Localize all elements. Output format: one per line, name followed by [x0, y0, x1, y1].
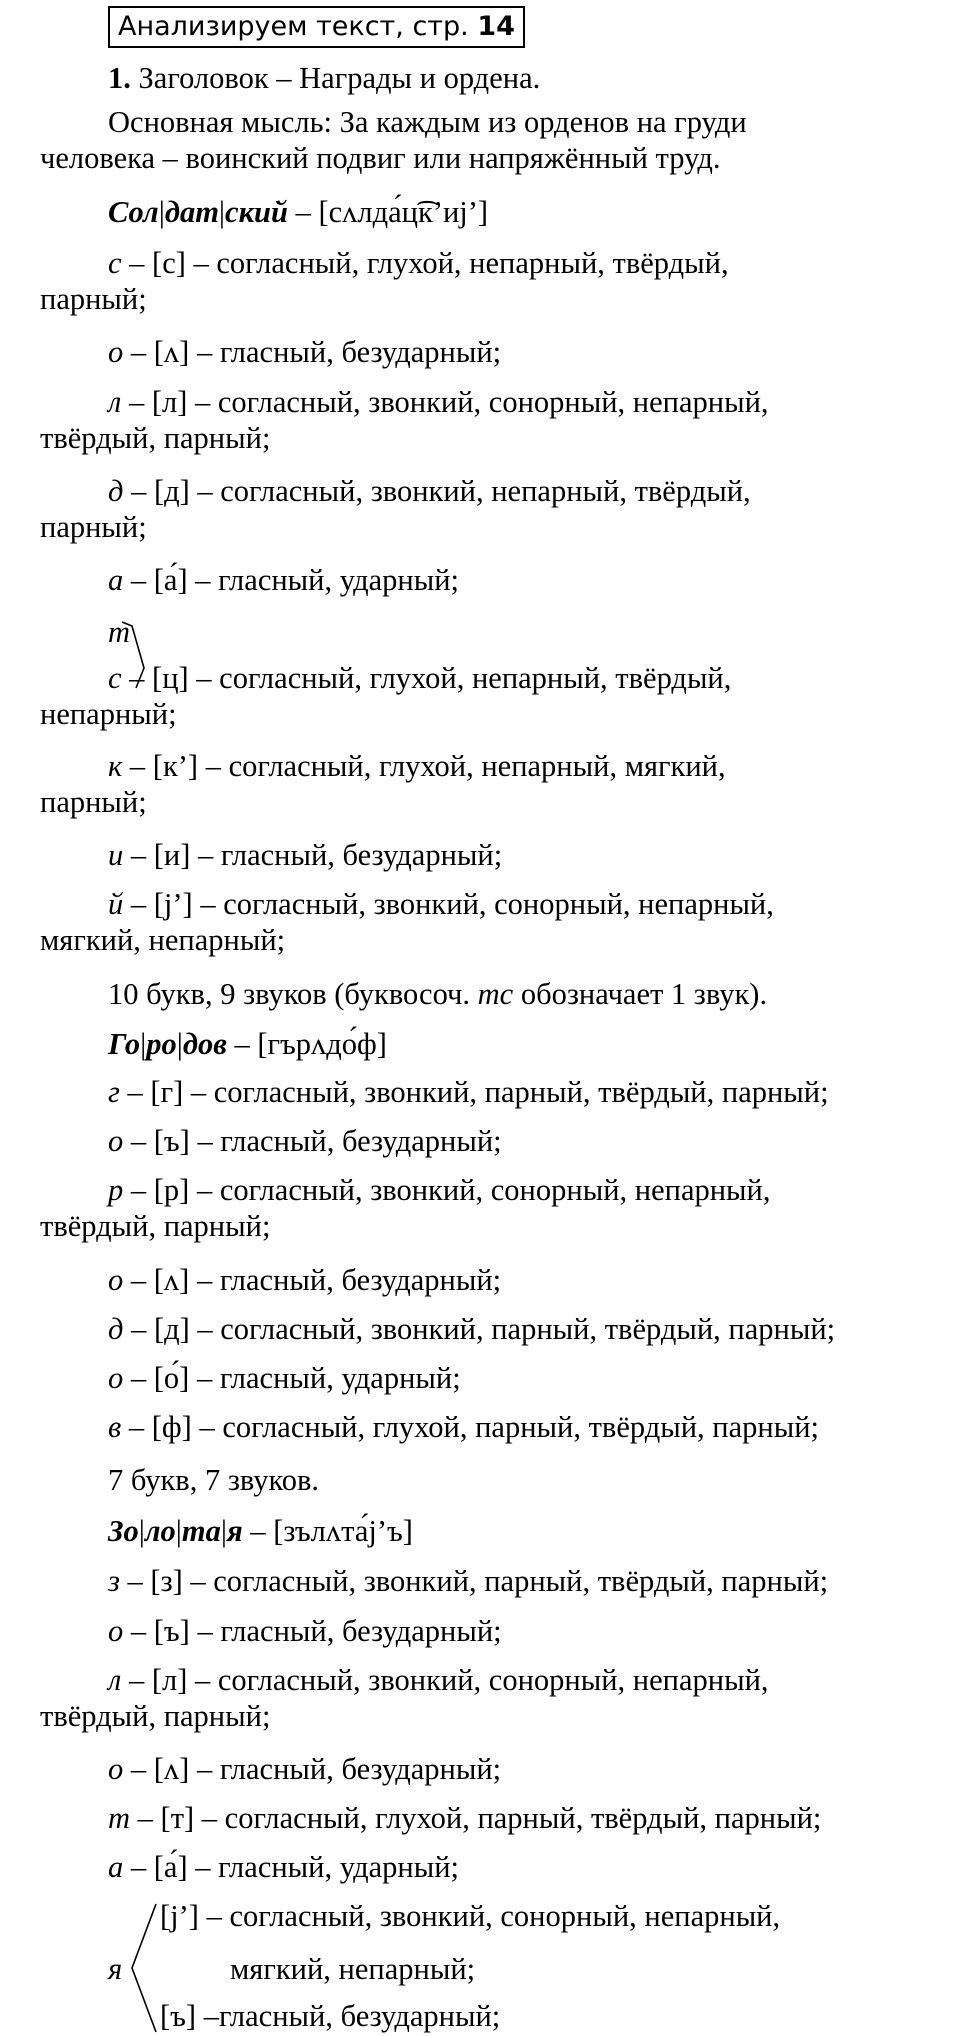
- ya-split-brace-icon: [126, 1900, 160, 2036]
- task-title-text: Заголовок – Награды и ордена.: [138, 61, 541, 95]
- analysis: – [г] – согласный, звонкий, парный, твёрдый, парный;: [119, 1075, 829, 1109]
- word3-row-1: [108, 1563, 828, 1599]
- letter: с: [108, 246, 122, 280]
- word3-separator: |: [138, 1514, 145, 1548]
- letter: л: [108, 1663, 122, 1697]
- letter: а: [108, 1850, 124, 1884]
- letter: л: [108, 385, 122, 419]
- word1-row-4: [108, 473, 751, 509]
- letter: о: [108, 335, 124, 369]
- word2-summary: 7 букв, 7 звуков.: [108, 1463, 320, 1497]
- ya-sound-2: [ъ] –гласный, безударный;: [160, 1999, 501, 2033]
- word3-row-4: [108, 1751, 501, 1787]
- page-header: [108, 6, 525, 48]
- word1-part: дат: [164, 195, 219, 229]
- analysis: – [j’] – согласный, звонкий, сонорный, непарный,: [123, 887, 774, 921]
- letter: с: [108, 661, 122, 695]
- summary-text: обозначает 1 звук).: [513, 977, 768, 1011]
- analysis: – [а́] – гласный, ударный;: [123, 563, 459, 597]
- analysis: – [ъ] – гласный, безударный;: [123, 1614, 502, 1648]
- word3-row-3: [108, 1662, 769, 1698]
- word1-row-10-cont: мягкий, непарный;: [40, 923, 286, 957]
- task-title: [108, 60, 540, 96]
- main-idea-line-1: Основная мысль: За каждым из орденов на груди: [108, 105, 747, 139]
- word2-heading: [108, 1026, 387, 1062]
- task-number: 1.: [108, 61, 131, 95]
- word1-row-7-cont: непарный;: [40, 697, 177, 731]
- word1-row-10: [108, 886, 774, 922]
- word1-separator: |: [158, 195, 165, 229]
- word2-row-6: [108, 1360, 461, 1396]
- analysis: – [т] – согласный, глухой, парный, твёрдый, парный;: [130, 1801, 822, 1835]
- letter: д: [108, 1312, 124, 1346]
- word2-row-4: [108, 1262, 501, 1298]
- word2-part: Го: [108, 1027, 141, 1061]
- word2-part: дов: [182, 1027, 227, 1061]
- header-text: Анализируем текст, стр.: [118, 11, 469, 42]
- analysis: – [з] – согласный, звонкий, парный, твёрдый, парный;: [119, 1564, 829, 1598]
- word1-row-3-cont: твёрдый, парный;: [40, 421, 271, 455]
- word3-row-3-cont: твёрдый, парный;: [40, 1699, 271, 1733]
- word3-part: я: [227, 1514, 243, 1548]
- word1-row-1: [108, 245, 729, 281]
- analysis: – [р] – согласный, звонкий, сонорный, непарный,: [123, 1173, 771, 1207]
- word1-row-5: [108, 562, 459, 598]
- letter: з: [108, 1564, 120, 1598]
- word2-separator: |: [140, 1027, 147, 1061]
- word3-row-6: [108, 1849, 459, 1885]
- analysis: – [и] – гласный, безударный;: [123, 838, 503, 872]
- word1-row-3: [108, 384, 769, 420]
- word2-transcription: – [гърʌдо́ф]: [234, 1027, 387, 1061]
- letter: о: [108, 1614, 124, 1648]
- word1-row-7: [108, 660, 731, 696]
- word1-row-4-cont: парный;: [40, 510, 147, 544]
- letter: я: [108, 1952, 123, 1986]
- analysis: – [ʌ] – гласный, безударный;: [123, 335, 502, 369]
- analysis: – [ъ] – гласный, безударный;: [123, 1124, 502, 1158]
- letter: т: [108, 1801, 131, 1835]
- letter: о: [108, 1263, 124, 1297]
- analysis: – [ф] – согласный, глухой, парный, твёрдый, парный;: [121, 1410, 820, 1444]
- ya-letter: [108, 1951, 122, 1987]
- analysis: – [о́] – гласный, ударный;: [123, 1361, 461, 1395]
- word3-transcription: – [зълʌта́j’ъ]: [250, 1514, 413, 1548]
- word1-row-8-cont: парный;: [40, 785, 147, 819]
- word3-part: Зо: [108, 1514, 139, 1548]
- word2-separator: |: [176, 1027, 183, 1061]
- word1-part: ский: [225, 195, 288, 229]
- word3-part: ло: [144, 1514, 176, 1548]
- word1-row-2: [108, 334, 501, 370]
- word2-row-7: [108, 1409, 819, 1445]
- letter: д: [108, 474, 124, 508]
- word1-row-1-cont: парный;: [40, 282, 147, 316]
- word2-row-2: [108, 1123, 502, 1159]
- word3-separator: |: [220, 1514, 227, 1548]
- word2-row-3: [108, 1172, 771, 1208]
- word2-row-5: [108, 1311, 835, 1347]
- letter: г: [108, 1075, 120, 1109]
- word1-transcription: – [сʌлда́ц͡к’иj’]: [295, 195, 489, 229]
- word1-summary: [108, 976, 767, 1012]
- summary-digraph: тс: [477, 977, 514, 1011]
- word1-row-9: [108, 837, 502, 873]
- header-page-number: 14: [477, 11, 515, 42]
- word1-part: Сол: [108, 195, 159, 229]
- letter: в: [108, 1410, 122, 1444]
- letter: а: [108, 563, 124, 597]
- word1-heading: [108, 194, 488, 230]
- analysis: – [д] – согласный, звонкий, непарный, твёрдый,: [123, 474, 751, 508]
- word3-row-2: [108, 1613, 502, 1649]
- word1-separator: |: [218, 195, 226, 229]
- analysis: – [ʌ] – гласный, безударный;: [123, 1752, 502, 1786]
- analysis: – [с] – согласный, глухой, непарный, твёрдый,: [121, 246, 729, 280]
- summary-text: 10 букв, 9 звуков (буквосоч.: [108, 977, 478, 1011]
- analysis: – [д] – согласный, звонкий, парный, твёрдый, парный;: [123, 1312, 836, 1346]
- word2-row-1: [108, 1074, 829, 1110]
- letter: о: [108, 1361, 124, 1395]
- letter: и: [108, 838, 124, 872]
- analysis: – [л] – согласный, звонкий, сонорный, непарный,: [121, 385, 769, 419]
- analysis: – [л] – согласный, звонкий, сонорный, непарный,: [121, 1663, 769, 1697]
- ya-sound-1-line-2: мягкий, непарный;: [230, 1952, 476, 1986]
- letter: й: [108, 887, 124, 921]
- main-idea-line-2: человека – воинский подвиг или напряжённый труд.: [40, 141, 721, 175]
- analysis: – [а́] – гласный, ударный;: [123, 1850, 459, 1884]
- letter: к: [108, 749, 123, 783]
- word1-row-8: [108, 748, 726, 784]
- word3-heading: [108, 1513, 413, 1549]
- letter: о: [108, 1124, 124, 1158]
- analysis: – [ц] – согласный, глухой, непарный, твёрдый,: [121, 661, 732, 695]
- ya-sound-1-line-1: [j’] – согласный, звонкий, сонорный, непарный,: [160, 1899, 781, 1933]
- analysis: – [к’] – согласный, глухой, непарный, мягкий,: [122, 749, 726, 783]
- word3-separator: |: [175, 1514, 182, 1548]
- word3-row-5: [108, 1800, 821, 1836]
- analysis: – [ʌ] – гласный, безударный;: [123, 1263, 502, 1297]
- letter: т: [108, 615, 131, 649]
- letter: р: [108, 1173, 124, 1207]
- word2-part: ро: [146, 1027, 177, 1061]
- word2-row-3-cont: твёрдый, парный;: [40, 1209, 271, 1243]
- word3-part: та: [181, 1514, 221, 1548]
- letter: о: [108, 1752, 124, 1786]
